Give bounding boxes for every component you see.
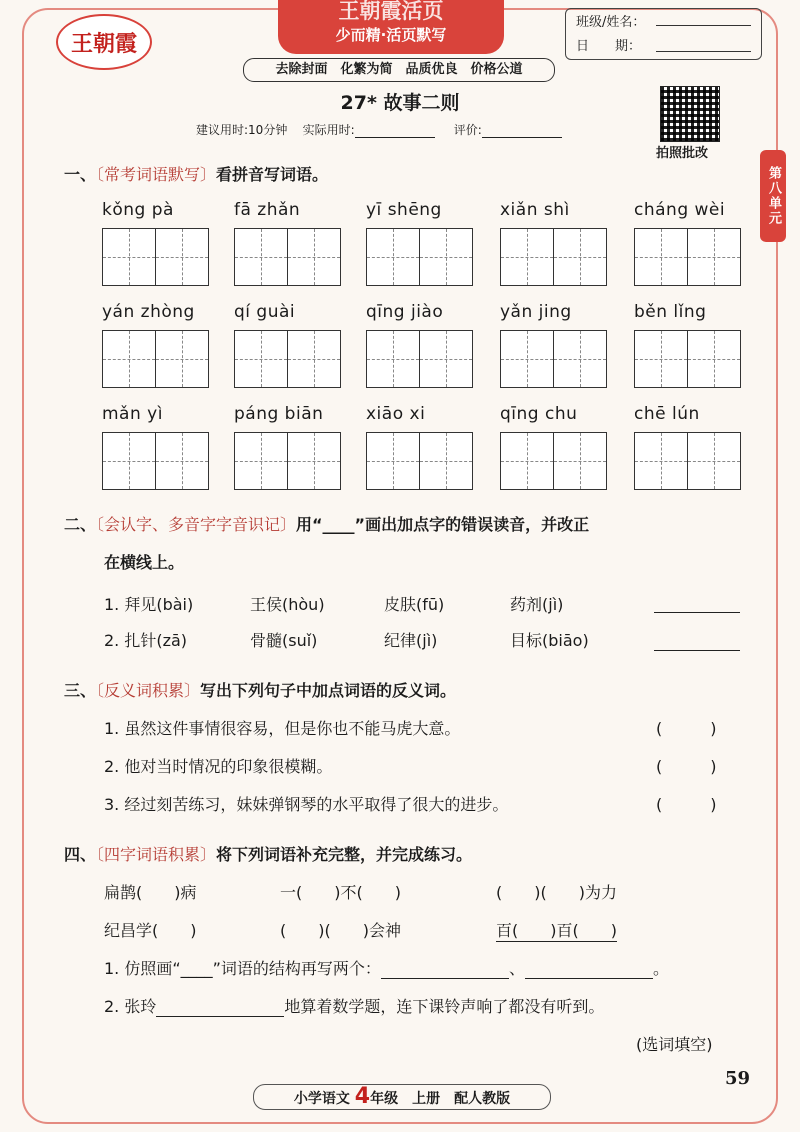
writing-cell[interactable] [635, 433, 687, 489]
s2-item-1-d: 药剂(jì) [510, 595, 564, 614]
section-1-number: 一、 [64, 165, 97, 184]
writing-cell[interactable] [235, 331, 287, 387]
s4-q1-text: 1. 仿照画“____”词语的结构再写两个： [104, 959, 381, 978]
writing-cell[interactable] [287, 433, 340, 489]
actual-time-line[interactable] [355, 137, 435, 138]
pinyin-label: běn lǐng [634, 302, 707, 322]
writing-cell[interactable] [235, 229, 287, 285]
writing-cell[interactable] [235, 433, 287, 489]
page-number: 59 [725, 1068, 751, 1089]
section-4-heading [64, 842, 472, 865]
s4-word-1[interactable]: 扁鹊( )病 [104, 883, 197, 902]
section-4-tag: 〔四字词语积累〕 [96, 845, 217, 864]
writing-cell[interactable] [635, 331, 687, 387]
s2-item-2-c: 纪律(jì) [384, 631, 438, 650]
pinyin-label: yǎn jing [500, 302, 572, 322]
writing-box[interactable] [634, 228, 741, 286]
s4-word-2[interactable]: 一( )不( ) [280, 883, 401, 902]
s2-item-2-a: 2. 扎针(zā) [104, 631, 188, 650]
pinyin-label: qí guài [234, 302, 296, 322]
page-title: 27* 故事二则 [340, 92, 460, 114]
section-3-heading [64, 678, 456, 701]
writing-box[interactable] [500, 432, 607, 490]
slogan: 去除封面 化繁为简 品质优良 价格公道 [243, 58, 555, 82]
writing-box[interactable] [366, 228, 473, 286]
writing-box[interactable] [500, 330, 607, 388]
s2-item-2-b: 骨髓(suǐ) [250, 631, 318, 650]
writing-cell[interactable] [419, 433, 472, 489]
section-2-text: 用“____”画出加点字的错误读音，并改正 [296, 515, 590, 534]
pinyin-label: chē lún [634, 404, 700, 424]
section-4-number: 四、 [64, 845, 97, 864]
s4-q2-hint: (选词填空) [636, 1035, 713, 1054]
writing-cell[interactable] [687, 229, 740, 285]
writing-cell[interactable] [103, 433, 155, 489]
brand-logo: 王朝霞 [56, 14, 152, 70]
writing-box[interactable] [366, 330, 473, 388]
date-label: 日 期： [576, 39, 642, 54]
writing-box[interactable] [634, 330, 741, 388]
writing-box[interactable] [500, 228, 607, 286]
s4-word-3[interactable]: ( )( )为力 [496, 883, 617, 902]
section-1-text: 看拼音写词语。 [216, 165, 329, 184]
pinyin-label: xiǎn shì [500, 200, 570, 220]
s4-word-5[interactable]: ( )( )会神 [280, 921, 401, 940]
qr-label: 拍照批改 [656, 146, 709, 161]
pinyin-label: páng biān [234, 404, 324, 424]
footer-subject: 小学语文 [293, 1091, 350, 1107]
pinyin-label: cháng wèi [634, 200, 726, 220]
s3-item-1: 1. 虽然这件事情很容易，但是你也不能马虎大意。 [104, 719, 461, 738]
writing-cell[interactable] [553, 229, 606, 285]
date-line[interactable] [656, 51, 751, 52]
section-2-heading [64, 512, 589, 535]
s4-q1-sep: 、 [508, 959, 525, 978]
banner-title: 王朝霞活页 [338, 0, 444, 23]
writing-cell[interactable] [553, 331, 606, 387]
class-name-label: 班级/姓名： [576, 15, 646, 30]
writing-cell[interactable] [155, 331, 208, 387]
pinyin-label: qīng jiào [366, 302, 444, 322]
pinyin-label: xiāo xi [366, 404, 426, 424]
writing-cell[interactable] [501, 331, 553, 387]
writing-cell[interactable] [155, 229, 208, 285]
section-4-text: 将下列词语补充完整，并完成练习。 [216, 845, 473, 864]
writing-cell[interactable] [155, 433, 208, 489]
writing-box[interactable] [234, 228, 341, 286]
writing-cell[interactable] [287, 229, 340, 285]
writing-box[interactable] [234, 432, 341, 490]
writing-cell[interactable] [103, 229, 155, 285]
s4-word-6[interactable]: 百( )百( ) [496, 918, 617, 942]
actual-time-label: 实际用时: [302, 123, 355, 137]
writing-cell[interactable] [367, 433, 419, 489]
header-banner [278, 0, 504, 54]
s2-item-2-d: 目标(biāo) [510, 631, 589, 650]
s4-q2-blank[interactable] [156, 998, 284, 1017]
s4-q1-end: 。 [652, 959, 669, 978]
footer-badge [253, 1084, 551, 1110]
s4-q2-suffix: 地算着数学题，连下课铃声响了都没有听到。 [284, 997, 605, 1016]
pinyin-label: fā zhǎn [234, 200, 301, 220]
writing-box[interactable] [634, 432, 741, 490]
s3-answer-1[interactable]: ( ) [656, 719, 717, 738]
section-3-tag: 〔反义词积累〕 [96, 681, 201, 700]
section-1-tag: 〔常考词语默写〕 [96, 165, 217, 184]
writing-box[interactable] [102, 330, 209, 388]
banner-subtitle: 少而精·活页默写 [335, 26, 447, 44]
writing-cell[interactable] [687, 433, 740, 489]
s4-q2-prefix: 2. 张玲 [104, 997, 157, 1016]
writing-cell[interactable] [635, 229, 687, 285]
timing-row [196, 121, 562, 138]
s4-word-4[interactable]: 纪昌学( ) [104, 921, 197, 940]
section-2-tag: 〔会认字、多音字字音识记〕 [96, 515, 297, 534]
writing-box[interactable] [102, 432, 209, 490]
writing-cell[interactable] [553, 433, 606, 489]
s4-q1-blank-2[interactable] [525, 960, 653, 979]
writing-cell[interactable] [287, 331, 340, 387]
s4-q1-blank-1[interactable] [381, 960, 509, 979]
section-1-heading [64, 162, 328, 185]
writing-box[interactable] [102, 228, 209, 286]
pinyin-label: yán zhòng [102, 302, 195, 322]
pinyin-label: mǎn yì [102, 404, 163, 424]
writing-cell[interactable] [501, 229, 553, 285]
pinyin-label: kǒng pà [102, 200, 174, 220]
s2-item-1-c: 皮肤(fū) [384, 595, 445, 614]
writing-cell[interactable] [419, 331, 472, 387]
section-3-text: 写出下列句子中加点词语的反义词。 [200, 681, 457, 700]
writing-box[interactable] [234, 330, 341, 388]
s2-answer-line-1[interactable] [654, 592, 740, 613]
class-info-box [565, 8, 762, 60]
pinyin-label: yī shēng [366, 200, 442, 220]
s4-q1 [104, 956, 669, 979]
s3-item-2: 2. 他对当时情况的印象很模糊。 [104, 757, 333, 776]
suggest-time: 建议用时:10分钟 [196, 123, 288, 137]
writing-cell[interactable] [687, 331, 740, 387]
writing-box[interactable] [366, 432, 473, 490]
unit-side-tab: 第八单元 [760, 150, 786, 242]
writing-cell[interactable] [419, 229, 472, 285]
writing-cell[interactable] [367, 229, 419, 285]
writing-cell[interactable] [103, 331, 155, 387]
section-3-number: 三、 [64, 681, 97, 700]
section-2-text-cont: 在横线上。 [104, 553, 185, 572]
writing-cell[interactable] [367, 331, 419, 387]
eval-label: 评价: [453, 123, 482, 137]
footer-grade-number: 4 [354, 1084, 371, 1109]
s2-answer-line-2[interactable] [654, 628, 740, 651]
s3-item-3: 3. 经过刻苦练习，妹妹弹钢琴的水平取得了很大的进步。 [104, 795, 509, 814]
eval-line[interactable] [482, 137, 562, 138]
s4-q2 [104, 994, 604, 1017]
footer-grade-text: 年级 上册 配人教版 [370, 1091, 511, 1107]
s2-item-1-b: 王侯(hòu) [250, 595, 325, 614]
class-name-line[interactable] [656, 25, 751, 26]
section-2-number: 二、 [64, 515, 97, 534]
s2-item-1-a: 1. 拜见(bài) [104, 595, 194, 614]
pinyin-label: qīng chu [500, 404, 578, 424]
writing-cell[interactable] [501, 433, 553, 489]
s3-answer-3[interactable]: ( ) [656, 795, 717, 814]
s3-answer-2[interactable]: ( ) [656, 757, 717, 776]
